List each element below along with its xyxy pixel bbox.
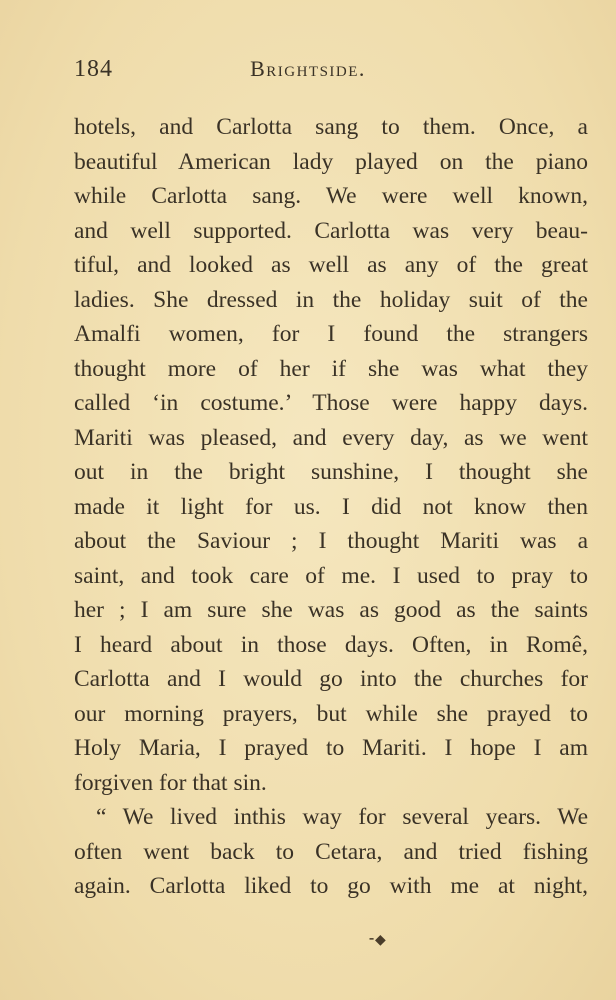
text-line: forgiven for that sin. bbox=[74, 769, 267, 796]
body-text bbox=[74, 110, 588, 904]
page-number: 184 bbox=[74, 56, 113, 82]
text-line: her ; I am sure she was as good as the saints bbox=[74, 597, 588, 623]
text-line: Carlotta and I would go into the churches for bbox=[74, 666, 588, 692]
text-line: Mariti was pleased, and every day, as we went bbox=[74, 424, 588, 451]
text-line: I heard about in those days. Often, in Romê, bbox=[74, 631, 588, 658]
text-line: tiful, and looked as well as any of the great bbox=[74, 252, 588, 278]
text-line: beautiful American lady played on the piano bbox=[74, 148, 588, 175]
printer-ornament-icon: ⁃◆ bbox=[368, 933, 386, 948]
text-line: while Carlotta sang. We were well known, bbox=[74, 183, 588, 209]
text-line: often went back to Cetara, and tried fishing bbox=[74, 838, 588, 865]
text-line: and well supported. Carlotta was very beau- bbox=[74, 217, 588, 244]
text-line: our morning prayers, but while she prayed to bbox=[74, 700, 588, 727]
text-line: ladies. She dressed in the holiday suit of the bbox=[74, 286, 588, 313]
text-line: “ We lived inthis way for several years. We bbox=[96, 804, 588, 830]
text-line: about the Saviour ; I thought Mariti was a bbox=[74, 528, 588, 554]
text-line: called ‘in costume.’ Those were happy days. bbox=[74, 390, 588, 416]
text-line: saint, and took care of me. I used to pray to bbox=[74, 562, 588, 589]
text-line: hotels, and Carlotta sang to them. Once, a bbox=[74, 114, 588, 140]
text-line: again. Carlotta liked to go with me at night, bbox=[74, 873, 588, 899]
text-line: made it light for us. I did not know then bbox=[74, 493, 588, 520]
text-line: out in the bright sunshine, I thought she bbox=[74, 459, 588, 485]
text-line: Holy Maria, I prayed to Mariti. I hope I am bbox=[74, 735, 588, 761]
text-line: thought more of her if she was what they bbox=[74, 355, 588, 382]
text-line: Amalfi women, for I found the strangers bbox=[74, 321, 588, 347]
running-head: Brightside. bbox=[250, 56, 366, 81]
